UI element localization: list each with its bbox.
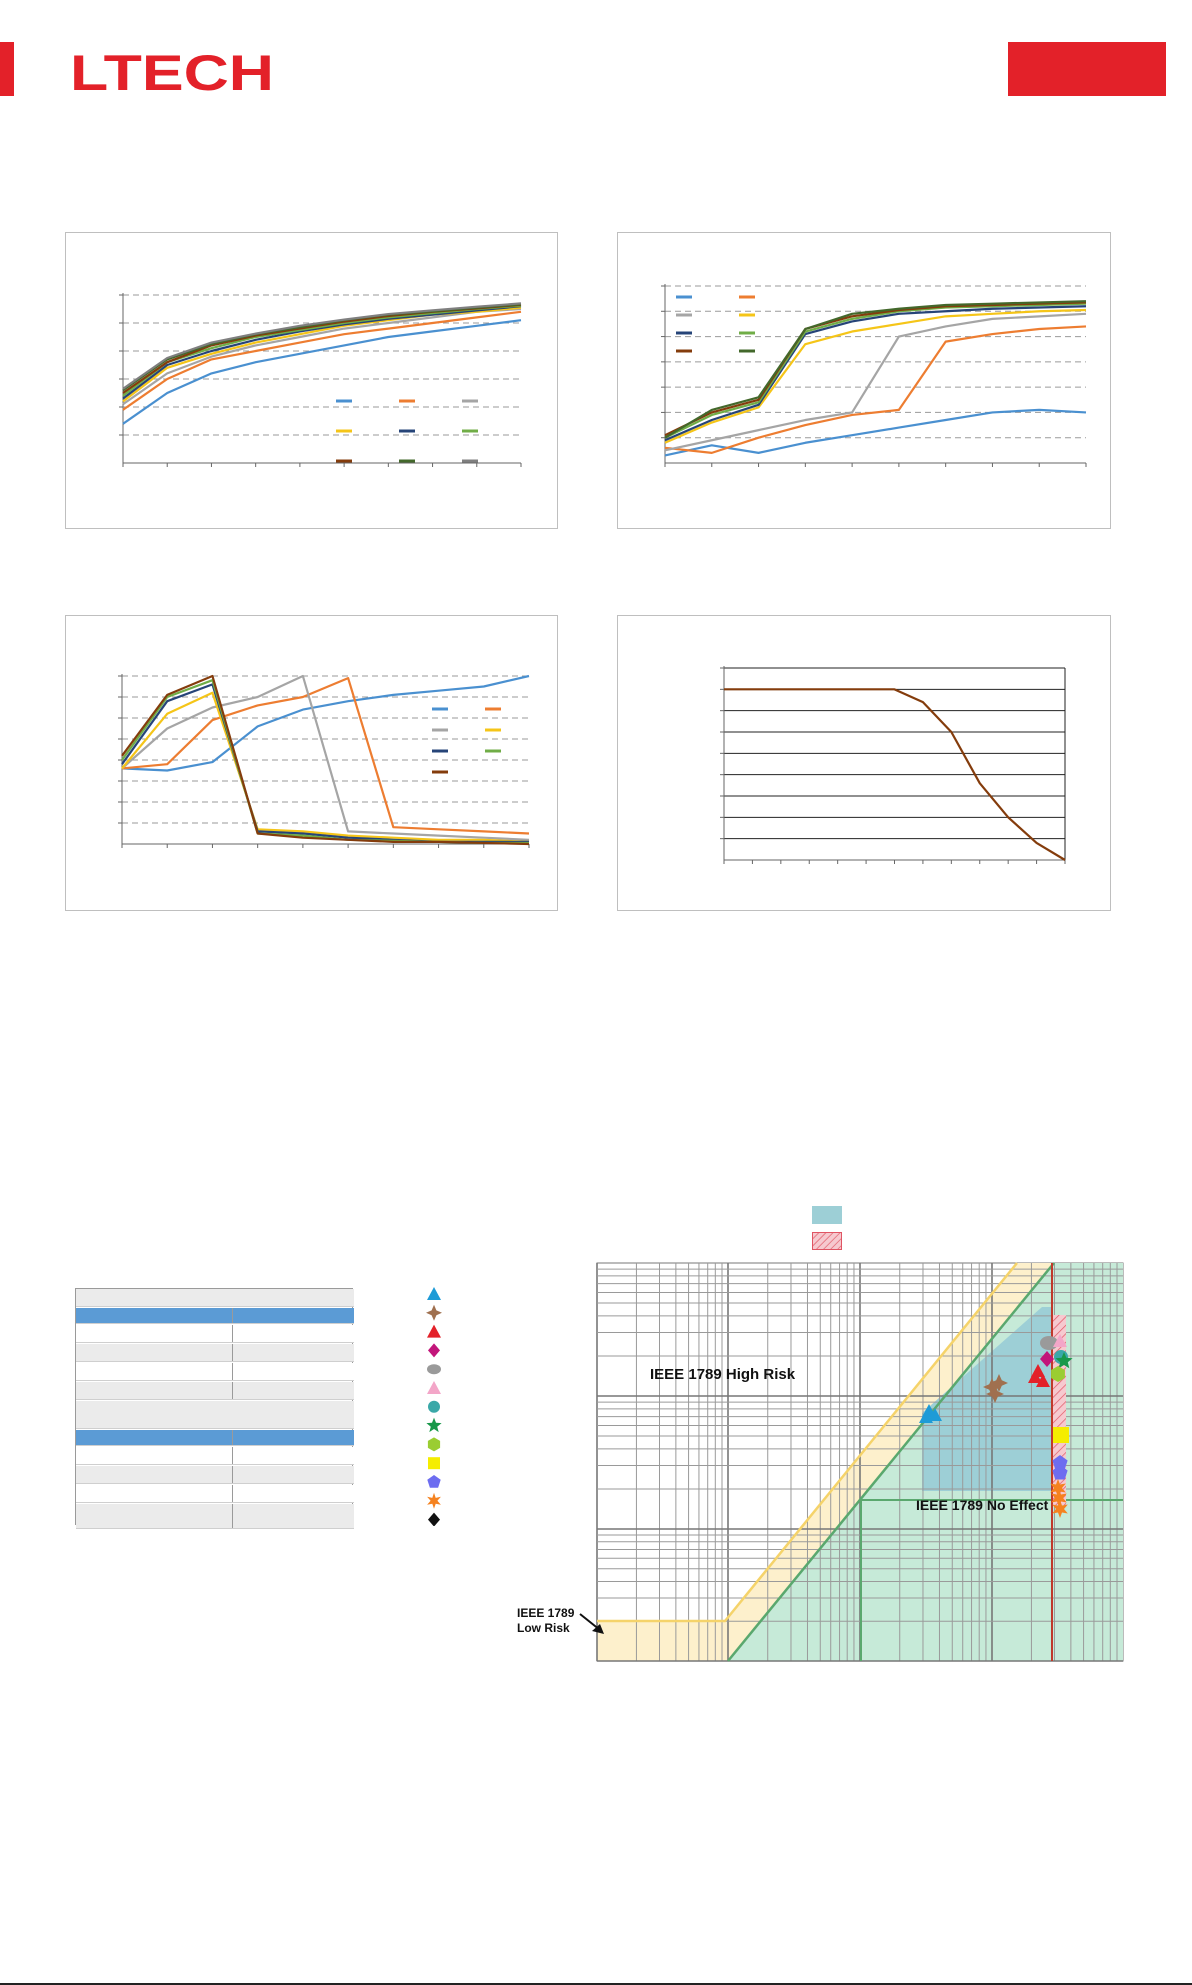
legend-marker-diamond <box>428 1343 440 1357</box>
legend-marker-ellipse <box>427 1364 441 1374</box>
legend-marker-hexagon <box>428 1437 440 1451</box>
line-chart-2 <box>618 233 1110 528</box>
table-row <box>76 1325 354 1343</box>
legend-marker-triangle <box>427 1287 441 1300</box>
table-cell <box>233 1504 354 1528</box>
table-row <box>76 1363 354 1381</box>
label-low-risk <box>517 1606 574 1636</box>
label-high-risk: IEEE 1789 High Risk <box>650 1366 796 1383</box>
brand-edge-bar <box>0 42 14 96</box>
table-cell <box>76 1430 233 1445</box>
table-cell <box>233 1363 354 1380</box>
table-header-row <box>76 1308 354 1324</box>
table-row <box>76 1447 354 1465</box>
table-cell <box>76 1363 233 1380</box>
table-row <box>76 1466 354 1484</box>
table-row <box>76 1504 354 1529</box>
table-cell <box>76 1485 233 1502</box>
data-point <box>1053 1427 1069 1443</box>
legend-marker-star6 <box>427 1493 441 1509</box>
series-line-3 <box>122 676 529 840</box>
table-row <box>76 1344 354 1362</box>
line-chart-3 <box>66 616 557 910</box>
legend-marker-triangle <box>427 1381 441 1394</box>
ltech-logo <box>70 50 276 94</box>
line-chart-1 <box>66 233 557 528</box>
series-line-9 <box>123 303 521 388</box>
table-cell <box>233 1382 354 1399</box>
legend-marker-triangle <box>427 1325 441 1338</box>
legend-marker-square <box>428 1457 440 1469</box>
table-cell <box>76 1382 233 1399</box>
table-cell <box>76 1466 233 1483</box>
series-line-2 <box>665 326 1086 452</box>
chart-panel-3 <box>65 615 558 911</box>
header-tab <box>1008 42 1166 96</box>
table-header-row <box>76 1430 354 1446</box>
marker-legend <box>420 1284 450 1526</box>
label-low-risk-line2: Low Risk <box>517 1621 570 1635</box>
legend-marker-diamond <box>428 1513 440 1526</box>
table-cell <box>233 1325 354 1342</box>
low-risk-arrow <box>578 1612 608 1636</box>
table-row <box>76 1289 354 1307</box>
legend-marker-circle <box>428 1401 440 1413</box>
table-cell <box>76 1308 233 1323</box>
legend-swatch-hatched <box>812 1232 842 1250</box>
spec-table <box>75 1288 353 1525</box>
table-cell <box>76 1447 233 1464</box>
legend-swatch-measured <box>812 1206 842 1224</box>
logo-text: LTECH <box>70 50 274 94</box>
table-cell <box>76 1325 233 1342</box>
series-line-3 <box>665 314 1086 451</box>
series-line-8 <box>123 304 521 390</box>
chart-panel-4 <box>617 615 1111 911</box>
table-row <box>76 1382 354 1400</box>
table-cell <box>233 1308 354 1323</box>
table-cell <box>76 1504 233 1528</box>
legend-marker-pentagon <box>427 1475 440 1488</box>
table-row <box>76 1401 354 1429</box>
legend-marker-star5 <box>426 1418 441 1433</box>
label-low-risk-line1: IEEE 1789 <box>517 1606 575 1620</box>
flicker-risk-chart <box>595 1261 1125 1662</box>
chart-panel-2 <box>617 232 1111 529</box>
table-row <box>76 1485 354 1503</box>
legend-marker-star4 <box>426 1305 442 1321</box>
table-cell <box>233 1466 354 1483</box>
label-no-effect: IEEE 1789 No Effect <box>916 1497 1049 1513</box>
series-line-5 <box>122 684 529 842</box>
table-cell <box>76 1344 233 1361</box>
chart-panel-1 <box>65 232 558 529</box>
line-chart-4 <box>618 616 1110 910</box>
table-cell <box>233 1447 354 1464</box>
table-cell <box>233 1430 354 1445</box>
table-cell <box>233 1485 354 1502</box>
table-cell <box>233 1344 354 1361</box>
